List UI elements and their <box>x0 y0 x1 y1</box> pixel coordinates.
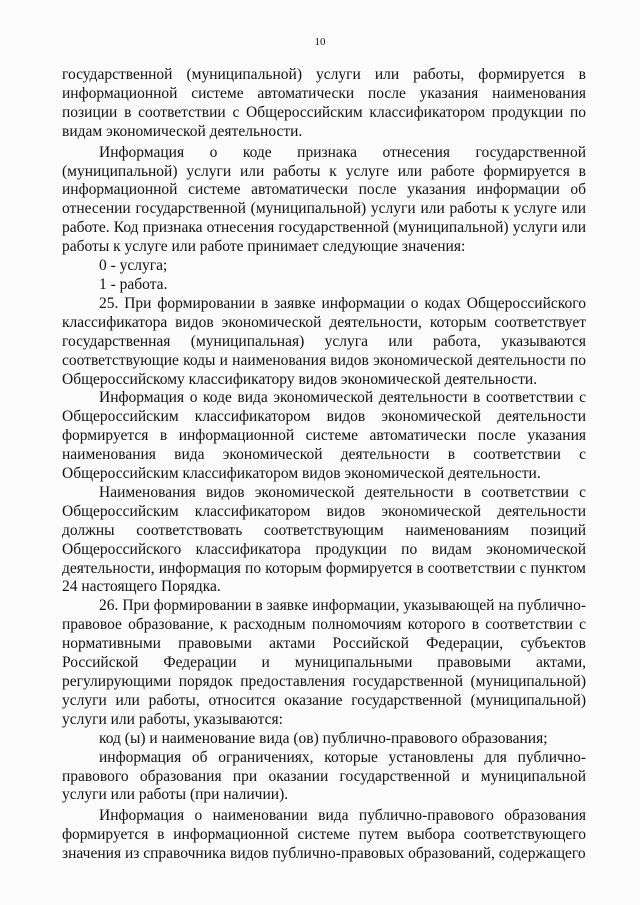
paragraph-continuation: государственной (муниципальной) услуги или работы, формируется в информационной системе автоматически после указания наименования позиции в соответствии с Общероссийским классификатором продукции по видам экономической деятельности. <box>62 66 586 140</box>
paragraph-section-25: 25. При формировании в заявке информации о кодах Общероссийского классификатора видов экономической деятельности, которым соответствует государственная (муниципальная) услуга или работа, указываются соответствующие коды и наименования видов экономической деятельности по Общероссийскому классификатору видов экономической деятельности. <box>62 294 586 388</box>
paragraph-activity-code-info: Информация о коде вида экономической деятельности в соответствии с Общероссийским классификатором видов экономической деятельности формируется в информационной системе автоматически после указания наименования вида экономической деятельности в соответствии с Общероссийским классификатором видов экономической деятельности. <box>62 389 586 483</box>
list-item-work: 1 - работа. <box>99 275 168 293</box>
document-body <box>62 66 586 864</box>
paragraph-activity-names: Наименования видов экономической деятельности в соответствии с Общероссийским классификатором видов экономической деятельности должны соответствовать соответствующим наименованиям позиций Общероссийского классификатора продукции по видам экономической деятельности, информация по которым формируется в соответствии с пунктом 24 настоящего Порядка. <box>62 483 586 596</box>
page-number: 10 <box>314 36 326 48</box>
paragraph-entity-name-info: Информация о наименовании вида публично-правового образования формируется в информационной системе путем выбора соответствующего значения из справочника видов публично-правовых образований, содержащего <box>62 807 586 863</box>
paragraph-entity-codes: код (ы) и наименование вида (ов) публично-правового образования; <box>99 729 548 747</box>
paragraph-sign-code-info: Информация о коде признака отнесения государственной (муниципальной) услуги или работы к услуге или работе формируется в информационной системе автоматически после указания информации об отнесении государственной (муниципальной) услуги или работы к услуге или работе. Код признака отнесения государственной (муниципальной) услуги или работы к услуге или работе принимает следующие значения: <box>62 143 586 256</box>
paragraph-restrictions: информация об ограничениях, которые установлены для публично-правового образования при оказании государственной и муниципальной услуги или работы (при наличии). <box>62 748 586 804</box>
list-item-service: 0 - услуга; <box>99 257 168 275</box>
paragraph-section-26: 26. При формировании в заявке информации, указывающей на публично-правовое образование, к расходным полномочиям которого в соответствии с нормативными правовыми актами Российской Федерации, субъектов Российской Федерации и муниципальными правовыми актами, регулирующими порядок предоставления государственной (муниципальной) услуги или работы, относится оказание государственной (муниципальной) услуги или работы, указываются: <box>62 597 586 728</box>
